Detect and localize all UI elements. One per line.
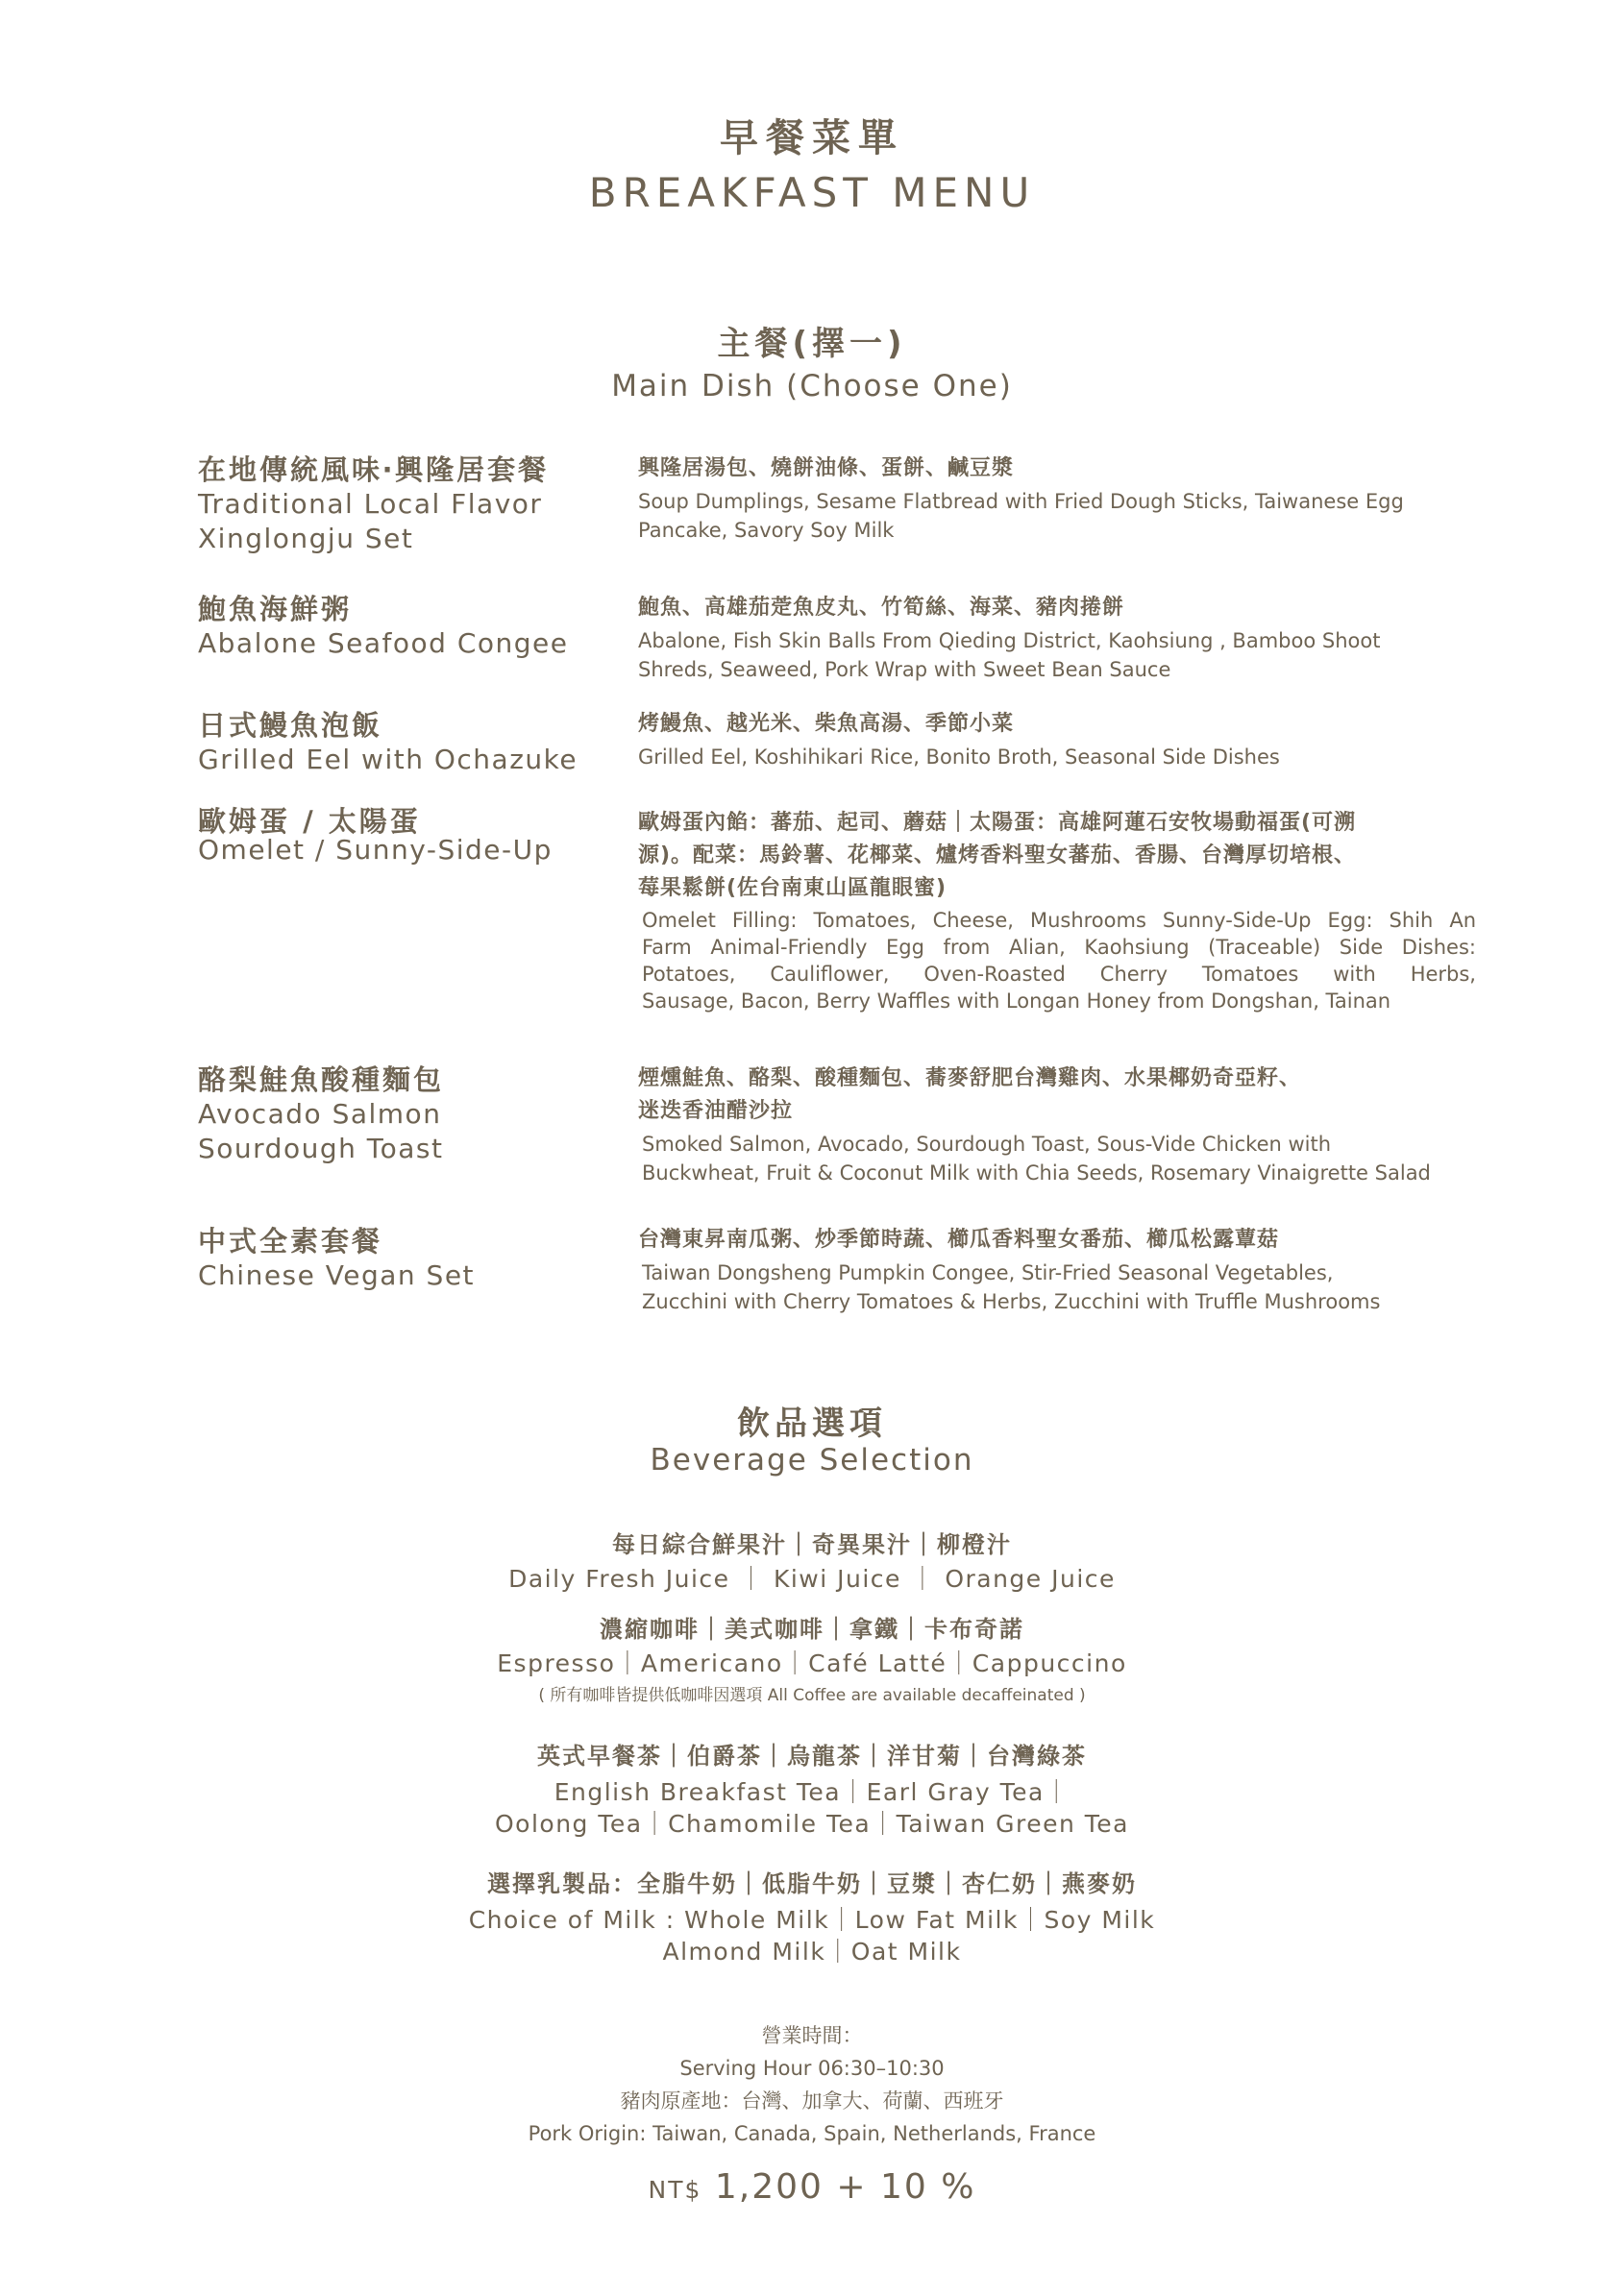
- dish-name-zh: 中式全素套餐: [198, 1225, 383, 1258]
- beverage-heading-en: Beverage Selection: [650, 1443, 974, 1478]
- main-dish-heading-en: Main Dish (Choose One): [611, 369, 1013, 403]
- menu-title-en: BREAKFAST MENU: [588, 169, 1036, 216]
- dish-desc-en-line: Abalone, Fish Skin Balls From Qieding District, Kaohsiung , Bamboo Shoot: [638, 629, 1381, 652]
- dish-desc-zh: [638, 1063, 1476, 1128]
- dish-name-en: Xinglongju Set: [198, 523, 414, 554]
- pork-origin-zh: 豬肉原產地：台灣、加拿大、荷蘭、西班牙: [620, 2089, 1004, 2113]
- dish-desc-en-line: Soup Dumplings, Sesame Flatbread with Fried Dough Sticks, Taiwanese Egg: [638, 490, 1404, 513]
- dish-desc-en-line: Omelet Filling: Tomatoes, Cheese, Mushrooms Sunny-Side-Up Egg: Shih An: [642, 909, 1476, 932]
- dish-desc-en: [638, 743, 1476, 771]
- tea-options-zh: 英式早餐茶｜伯爵茶｜烏龍茶｜洋甘菊｜台灣綠茶: [537, 1743, 1087, 1770]
- menu-title-zh: 早餐菜單: [720, 116, 904, 160]
- main-dish-heading-zh: 主餐(擇一): [717, 325, 907, 363]
- juice-options-zh: 每日綜合鮮果汁｜奇異果汁｜柳橙汁: [612, 1531, 1012, 1558]
- dish-name: [198, 708, 621, 777]
- dish-desc-en-line: Grilled Eel, Koshihikari Rice, Bonito Broth, Seasonal Side Dishes: [638, 745, 1280, 769]
- dish-name-en: Sourdough Toast: [198, 1133, 444, 1164]
- dish-description: [638, 807, 1476, 1014]
- dish-desc-zh-line: 迷迭香油醋沙拉: [638, 1099, 794, 1123]
- dish-name: [198, 1063, 621, 1166]
- dish-desc-en-line: Farm Animal-Friendly Egg from Alian, Kaohsiung (Traceable) Side Dishes:: [642, 936, 1476, 959]
- dish-name-zh: 酪梨鮭魚酸種麵包: [198, 1063, 445, 1096]
- dish-desc-en-line: Sausage, Bacon, Berry Waffles with Longan Honey from Dongshan, Tainan: [642, 989, 1391, 1013]
- dish-name-en: Omelet / Sunny-Side-Up: [198, 834, 553, 866]
- dish-desc-zh: 台灣東昇南瓜粥、炒季節時蔬、櫛瓜香料聖女番茄、櫛瓜松露蕈菇: [638, 1228, 1280, 1252]
- dish-name-zh: 鮑魚海鮮粥: [198, 593, 353, 625]
- dish-desc-en-line: Shreds, Seaweed, Pork Wrap with Sweet Bean Sauce: [638, 658, 1171, 681]
- dish-name-zh: 歐姆蛋 / 太陽蛋: [198, 805, 421, 838]
- dish-name: [198, 807, 621, 865]
- dish-name: [198, 452, 621, 556]
- dish-name-en: Grilled Eel with Ochazuke: [198, 744, 578, 775]
- coffee-options-en: Espresso｜Americano｜Café Latté｜Cappuccino: [497, 1649, 1127, 1677]
- dish-description: [638, 592, 1476, 684]
- dish-desc-zh: 鮑魚、高雄茄萣魚皮丸、竹筍絲、海菜、豬肉捲餅: [638, 596, 1125, 620]
- serving-hours-label: 營業時間：: [761, 2024, 863, 2047]
- milk-options-zh: 選擇乳製品：全脂牛奶｜低脂牛奶｜豆漿｜杏仁奶｜燕麥奶: [487, 1870, 1137, 1897]
- dish-desc-en-line: Smoked Salmon, Avocado, Sourdough Toast, Sous-Vide Chicken with: [642, 1133, 1332, 1156]
- dish-desc-en-line: Potatoes, Cauliflower, Oven-Roasted Cherry Tomatoes with Herbs,: [642, 963, 1476, 986]
- dish-name: [198, 1224, 621, 1293]
- dish-name-zh: 在地傳統風味‧興隆居套餐: [198, 453, 550, 486]
- dish-desc-zh: 興隆居湯包、燒餅油條、蛋餅、鹹豆漿: [638, 456, 1015, 480]
- dish-desc-zh: [638, 807, 1476, 905]
- price-amount: 1,200 + 10 %: [714, 2167, 976, 2207]
- dish-name-en: Traditional Local Flavor: [198, 488, 543, 520]
- dish-desc-en-line: Buckwheat, Fruit & Coconut Milk with Chia Seeds, Rosemary Vinaigrette Salad: [642, 1161, 1431, 1185]
- dish-description: [638, 452, 1476, 545]
- price-currency: NT$: [648, 2176, 702, 2204]
- tea-options-en: Oolong Tea｜Chamomile Tea｜Taiwan Green Tea: [495, 1810, 1129, 1838]
- dish-name-en: Chinese Vegan Set: [198, 1259, 476, 1291]
- juice-options-en: Daily Fresh Juice ｜ Kiwi Juice ｜ Orange Juice: [508, 1565, 1116, 1593]
- dish-description: [638, 1224, 1476, 1316]
- dish-description: [638, 1063, 1476, 1187]
- milk-options-en: Choice of Milk : Whole Milk｜Low Fat Milk｜Soy Milk: [468, 1906, 1156, 1934]
- dish-desc-en: [638, 907, 1476, 1014]
- price: [0, 2167, 1624, 2207]
- dish-desc-zh-line: 歐姆蛋內餡：蕃茄、起司、蘑菇｜太陽蛋：高雄阿蓮石安牧場動福蛋(可溯: [638, 811, 1357, 835]
- pork-origin-en: Pork Origin: Taiwan, Canada, Spain, Netherlands, France: [528, 2122, 1096, 2145]
- coffee-options-zh: 濃縮咖啡｜美式咖啡｜拿鐵｜卡布奇諾: [600, 1616, 1024, 1643]
- dish-description: [638, 708, 1476, 771]
- dish-desc-en: [638, 626, 1476, 684]
- dish-name: [198, 592, 621, 661]
- dish-desc-zh-line: 煙燻鮭魚、酪梨、酸種麵包、蕎麥舒肥台灣雞肉、水果椰奶奇亞籽、: [638, 1066, 1302, 1090]
- dish-desc-zh-line: 莓果鬆餅(佐台南東山區龍眼蜜): [638, 876, 947, 900]
- beverage-heading-zh: 飲品選項: [737, 1404, 887, 1443]
- dish-desc-en-line: Pancake, Savory Soy Milk: [638, 519, 895, 542]
- serving-hours: Serving Hour 06:30–10:30: [679, 2057, 945, 2080]
- dish-desc-zh: 烤鰻魚、越光米、柴魚高湯、季節小菜: [638, 712, 1015, 736]
- coffee-decaf-note: ( 所有咖啡皆提供低咖啡因選項 All Coffee are available decaffeinated ): [538, 1686, 1086, 1705]
- dish-desc-en-line: Zucchini with Cherry Tomatoes & Herbs, Zucchini with Truffle Mushrooms: [642, 1290, 1381, 1313]
- dish-name-en: Abalone Seafood Congee: [198, 627, 569, 659]
- dish-name-zh: 日式鰻魚泡飯: [198, 709, 383, 742]
- dish-desc-en: [638, 1130, 1476, 1187]
- tea-options-en: English Breakfast Tea｜Earl Gray Tea｜: [554, 1778, 1070, 1806]
- dish-desc-en: [638, 487, 1476, 545]
- dish-desc-en-line: Taiwan Dongsheng Pumpkin Congee, Stir-Fried Seasonal Vegetables,: [642, 1261, 1334, 1284]
- dish-desc-zh-line: 源)。配菜：馬鈴薯、花椰菜、爐烤香料聖女蕃茄、香腸、台灣厚切培根、: [638, 843, 1357, 867]
- dish-name-en: Avocado Salmon: [198, 1098, 442, 1130]
- milk-options-en: Almond Milk｜Oat Milk: [662, 1938, 962, 1966]
- dish-desc-en: [638, 1258, 1476, 1316]
